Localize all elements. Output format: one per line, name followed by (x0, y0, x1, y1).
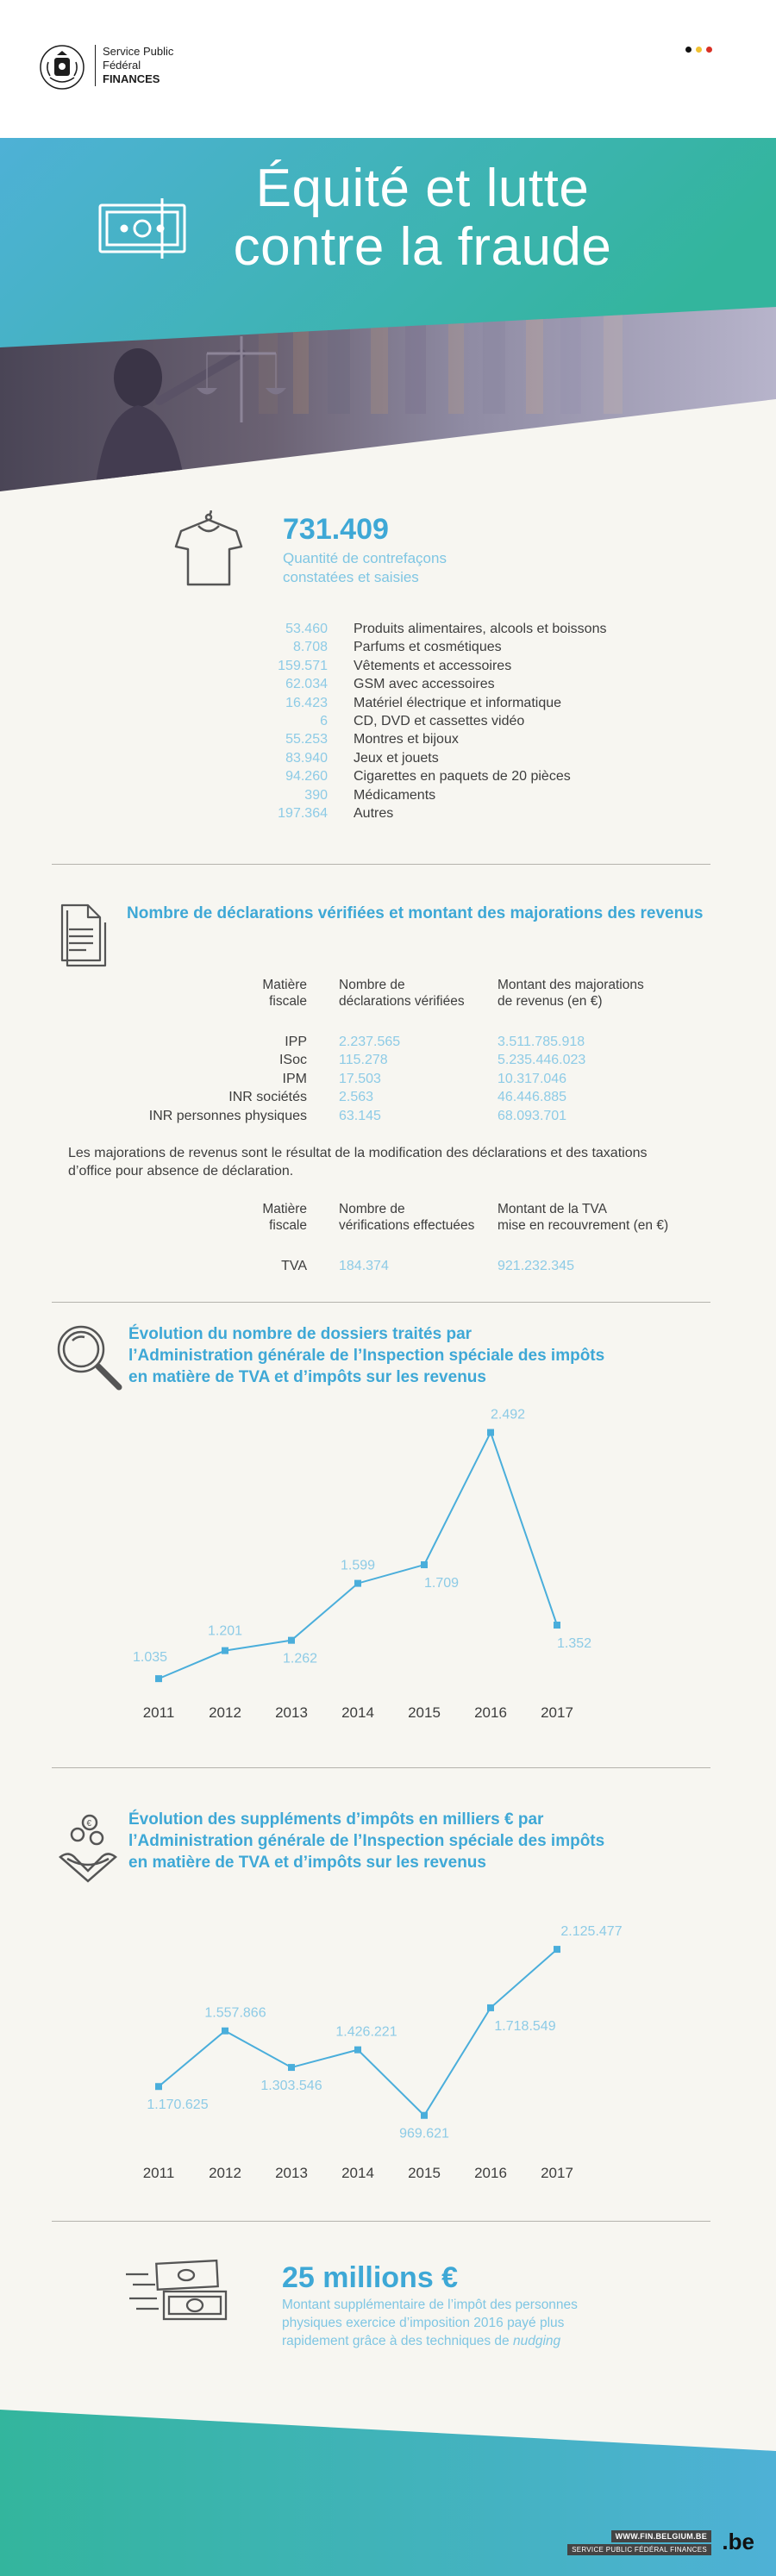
data-label: 1.426.221 (335, 2024, 397, 2040)
document-icon (55, 903, 109, 967)
tva-head-col3-line2: mise en recouvrement (en €) (498, 1218, 669, 1233)
data-point (487, 1429, 494, 1436)
data-label: 1.262 (282, 1651, 318, 1666)
data-point (155, 2083, 162, 2090)
data-point (354, 2047, 361, 2054)
org-line-1: Service Public (103, 45, 174, 58)
section-divider (52, 864, 710, 865)
declarations-row-label: INR sociétés (228, 1090, 307, 1105)
counterfeit-item-value: 94.260 (285, 769, 328, 785)
nudging-line2: physiques exercice d’imposition 2016 payé plus (282, 2316, 565, 2330)
dossiers-title-line3: en matière de TVA et d’impôts sur les revenus (128, 1368, 486, 1386)
head-col1-line1: Matière (262, 978, 307, 992)
counterfeit-item (264, 767, 606, 785)
counterfeit-item (264, 804, 606, 822)
counterfeit-item-value: 16.423 (285, 695, 328, 710)
counterfeit-item-label: Montres et bijoux (354, 732, 459, 747)
tva-row-label: TVA (281, 1259, 307, 1273)
series-line (159, 1433, 557, 1679)
declarations-row-label: INR personnes physiques (148, 1108, 307, 1123)
supplements-title-line3: en matière de TVA et d’impôts sur les revenus (128, 1854, 486, 1872)
data-label: 2.492 (490, 1407, 526, 1422)
nudging-line1: Montant supplémentaire de l’impôt des personnes (282, 2298, 578, 2312)
counterfeit-item (264, 657, 606, 675)
flying-money-icon (126, 2259, 233, 2328)
data-point (554, 1622, 560, 1629)
supplements-title-line2: l’Administration générale de l’Inspection spéciale des impôts (128, 1832, 605, 1850)
section-divider (52, 1302, 710, 1303)
tva-head-col2-line2: vérifications effectuées (339, 1218, 475, 1233)
data-label: 1.709 (423, 1576, 460, 1591)
org-line-2: Fédéral (103, 59, 141, 72)
data-point (222, 2028, 228, 2035)
org-line-3: FINANCES (103, 72, 160, 85)
t-shirt-icon (172, 510, 245, 588)
counterfeit-item-value: 8.708 (292, 640, 328, 655)
x-tick-label: 2013 (275, 1704, 308, 1721)
declarations-row (0, 1088, 776, 1106)
declarations-row-count: 2.237.565 (339, 1035, 401, 1049)
x-tick-label: 2014 (341, 1704, 374, 1721)
data-point (554, 1946, 560, 1953)
supplements-title (128, 1809, 604, 1873)
page-title-line-2: contre la fraude (233, 217, 612, 277)
coins-bag-icon (55, 1814, 121, 1883)
dossiers-line-chart (0, 1397, 776, 1733)
tva-head-col1 (255, 1201, 307, 1234)
declarations-row (0, 1033, 776, 1051)
counterfeit-item-value: 62.034 (285, 677, 328, 692)
nudging-description (282, 2296, 578, 2350)
counterfeit-item-label: Parfums et cosmétiques (354, 640, 502, 655)
declarations-row-count: 115.278 (339, 1053, 388, 1068)
declarations-row-amount: 10.317.046 (498, 1071, 567, 1086)
data-label: 1.352 (556, 1636, 592, 1652)
data-label: 1.303.546 (260, 2079, 322, 2094)
nudging-line3 (282, 2332, 578, 2350)
tva-row (212, 1257, 574, 1275)
declarations-title: Nombre de déclarations vérifiées et montant des majorations des revenus (127, 904, 704, 922)
org-logo-text (95, 45, 173, 86)
nudging-amount: 25 millions € (282, 2261, 459, 2294)
declarations-row (0, 1107, 776, 1125)
counterfeit-item-value: 197.364 (278, 806, 328, 822)
counterfeit-item-label: Jeux et jouets (354, 750, 439, 766)
tva-head-col2-line1: Nombre de (339, 1202, 405, 1216)
dossiers-title (128, 1323, 604, 1388)
supplements-title-line1: Évolution des suppléments d’impôts en milliers € par (128, 1810, 544, 1829)
counterfeit-item-value: 55.253 (285, 732, 328, 747)
declarations-row-count: 2.563 (339, 1090, 374, 1105)
tva-head-col3 (498, 1201, 668, 1234)
nudging-emphasis: nudging (512, 2334, 561, 2348)
counterfeit-subtitle-line-2: constatées et saisies (283, 569, 419, 585)
counterfeit-item (264, 675, 606, 693)
tva-row-amount: 921.232.345 (498, 1259, 574, 1273)
flag-dot-yellow (696, 47, 702, 53)
declarations-head-col1 (255, 977, 307, 1010)
counterfeit-item-label: Vêtements et accessoires (354, 658, 512, 673)
counterfeit-subtitle (283, 549, 447, 587)
head-col1-line2: fiscale (269, 994, 307, 1009)
section-divider (52, 1767, 710, 1768)
head-col2-line2: déclarations vérifiées (339, 994, 465, 1009)
data-point (288, 1637, 295, 1644)
declarations-row-amount: 3.511.785.918 (498, 1035, 585, 1049)
x-tick-label: 2016 (474, 1704, 507, 1721)
declarations-note: Les majorations de revenus sont le résultat de la modification des déclarations et des taxations d’office pour absence de déclaration. (68, 1146, 648, 1179)
counterfeit-item (264, 620, 606, 638)
data-point (487, 2004, 494, 2011)
counterfeit-item-label: CD, DVD et cassettes vidéo (354, 714, 525, 729)
data-point (222, 1648, 228, 1654)
counterfeit-item-label: Médicaments (354, 787, 436, 803)
tva-head-col1-line2: fiscale (269, 1218, 307, 1233)
declarations-row-amount: 68.093.701 (498, 1108, 567, 1123)
counterfeit-item-label: Matériel électrique et informatique (354, 695, 562, 710)
declarations-head-col3 (498, 977, 644, 1010)
coat-of-arms-icon (38, 43, 86, 91)
declarations-row-count: 17.503 (339, 1071, 381, 1086)
declarations-head-col2 (339, 977, 465, 1010)
page-title (207, 159, 638, 277)
x-tick-label: 2014 (341, 2165, 374, 2181)
data-label: 1.599 (340, 1558, 376, 1573)
nudging-line3-text: rapidement grâce à des techniques de (282, 2334, 513, 2348)
head-col3-line2: de revenus (en €) (498, 994, 603, 1009)
data-label: 969.621 (399, 2126, 449, 2141)
counterfeit-item-label: GSM avec accessoires (354, 677, 495, 692)
x-tick-label: 2011 (142, 2165, 175, 2181)
data-label: 1.557.866 (204, 2005, 266, 2021)
declarations-row-count: 63.145 (339, 1108, 381, 1123)
flag-dot-black (685, 47, 692, 53)
x-tick-label: 2011 (142, 1704, 175, 1721)
magnifier-icon (53, 1322, 124, 1392)
page-title-line-1: Équité et lutte (255, 159, 590, 218)
counterfeit-item (264, 694, 606, 712)
x-tick-label: 2017 (541, 1704, 573, 1721)
counterfeit-list (264, 620, 606, 822)
counterfeit-subtitle-line-1: Quantité de contrefaçons (283, 550, 447, 566)
counterfeit-item (264, 712, 606, 730)
declarations-row-label: IPM (282, 1071, 307, 1086)
counterfeit-item-label: Produits alimentaires, alcools et boissons (354, 622, 607, 636)
declarations-row-label: ISoc (278, 1053, 307, 1068)
head-col2-line1: Nombre de (339, 978, 405, 992)
x-tick-label: 2015 (408, 2165, 441, 2181)
x-tick-label: 2015 (408, 1704, 441, 1721)
data-label: 1.170.625 (147, 2098, 209, 2113)
footer-org-label: SERVICE PUBLIC FÉDÉRAL FINANCES (567, 2544, 711, 2555)
counterfeit-item (264, 786, 606, 804)
section-divider (52, 2221, 710, 2222)
x-tick-label: 2012 (209, 1704, 241, 1721)
counterfeit-item-label: Autres (354, 806, 394, 822)
counterfeit-item (264, 749, 606, 767)
data-label: 1.201 (207, 1623, 243, 1639)
counterfeit-item-value: 390 (304, 787, 328, 803)
declarations-row-amount: 46.446.885 (498, 1090, 567, 1105)
declarations-table (0, 1033, 776, 1125)
footer-website-link[interactable]: WWW.FIN.BELGIUM.BE (611, 2530, 711, 2542)
counterfeit-total: 731.409 (283, 513, 389, 546)
x-tick-label: 2016 (474, 2165, 507, 2181)
tva-head-col2 (339, 1201, 474, 1234)
dossiers-title-line1: Évolution du nombre de dossiers traités par (128, 1325, 472, 1343)
tva-head-col1-line1: Matière (262, 1202, 307, 1216)
tva-row-count: 184.374 (339, 1259, 389, 1273)
supplements-line-chart (0, 1918, 776, 2194)
counterfeit-item-value: 159.571 (278, 658, 328, 673)
be-logo: .be (722, 2529, 754, 2554)
counterfeit-item (264, 730, 606, 748)
tva-head-col3-line1: Montant de la TVA (498, 1202, 607, 1216)
declarations-row (0, 1070, 776, 1088)
data-point (288, 2064, 295, 2071)
data-point (421, 1561, 428, 1568)
data-label: 1.035 (132, 1650, 168, 1666)
counterfeit-item-label: Cigarettes en paquets de 20 pièces (354, 769, 571, 785)
counterfeit-item-value: 6 (320, 714, 328, 729)
declarations-row-amount: 5.235.446.023 (498, 1053, 586, 1068)
x-tick-label: 2012 (209, 2165, 241, 2181)
belgian-flag-dots (685, 47, 712, 53)
data-point (354, 1580, 361, 1587)
data-point (155, 1675, 162, 1682)
data-label: 2.125.477 (560, 1924, 623, 1940)
counterfeit-item-value: 53.460 (285, 622, 328, 636)
declarations-row (0, 1051, 776, 1069)
declarations-row-label: IPP (285, 1035, 307, 1049)
svg-text:€: € (86, 1819, 92, 1829)
x-tick-label: 2013 (275, 2165, 308, 2181)
data-label: 1.718.549 (494, 2018, 556, 2034)
flag-dot-red (706, 47, 712, 53)
counterfeit-item-value: 83.940 (285, 750, 328, 766)
data-point (421, 2112, 428, 2119)
counterfeit-item (264, 638, 606, 656)
dossiers-title-line2: l’Administration générale de l’Inspection spéciale des impôts (128, 1347, 605, 1365)
x-tick-label: 2017 (541, 2165, 573, 2181)
head-col3-line1: Montant des majorations (498, 978, 644, 992)
